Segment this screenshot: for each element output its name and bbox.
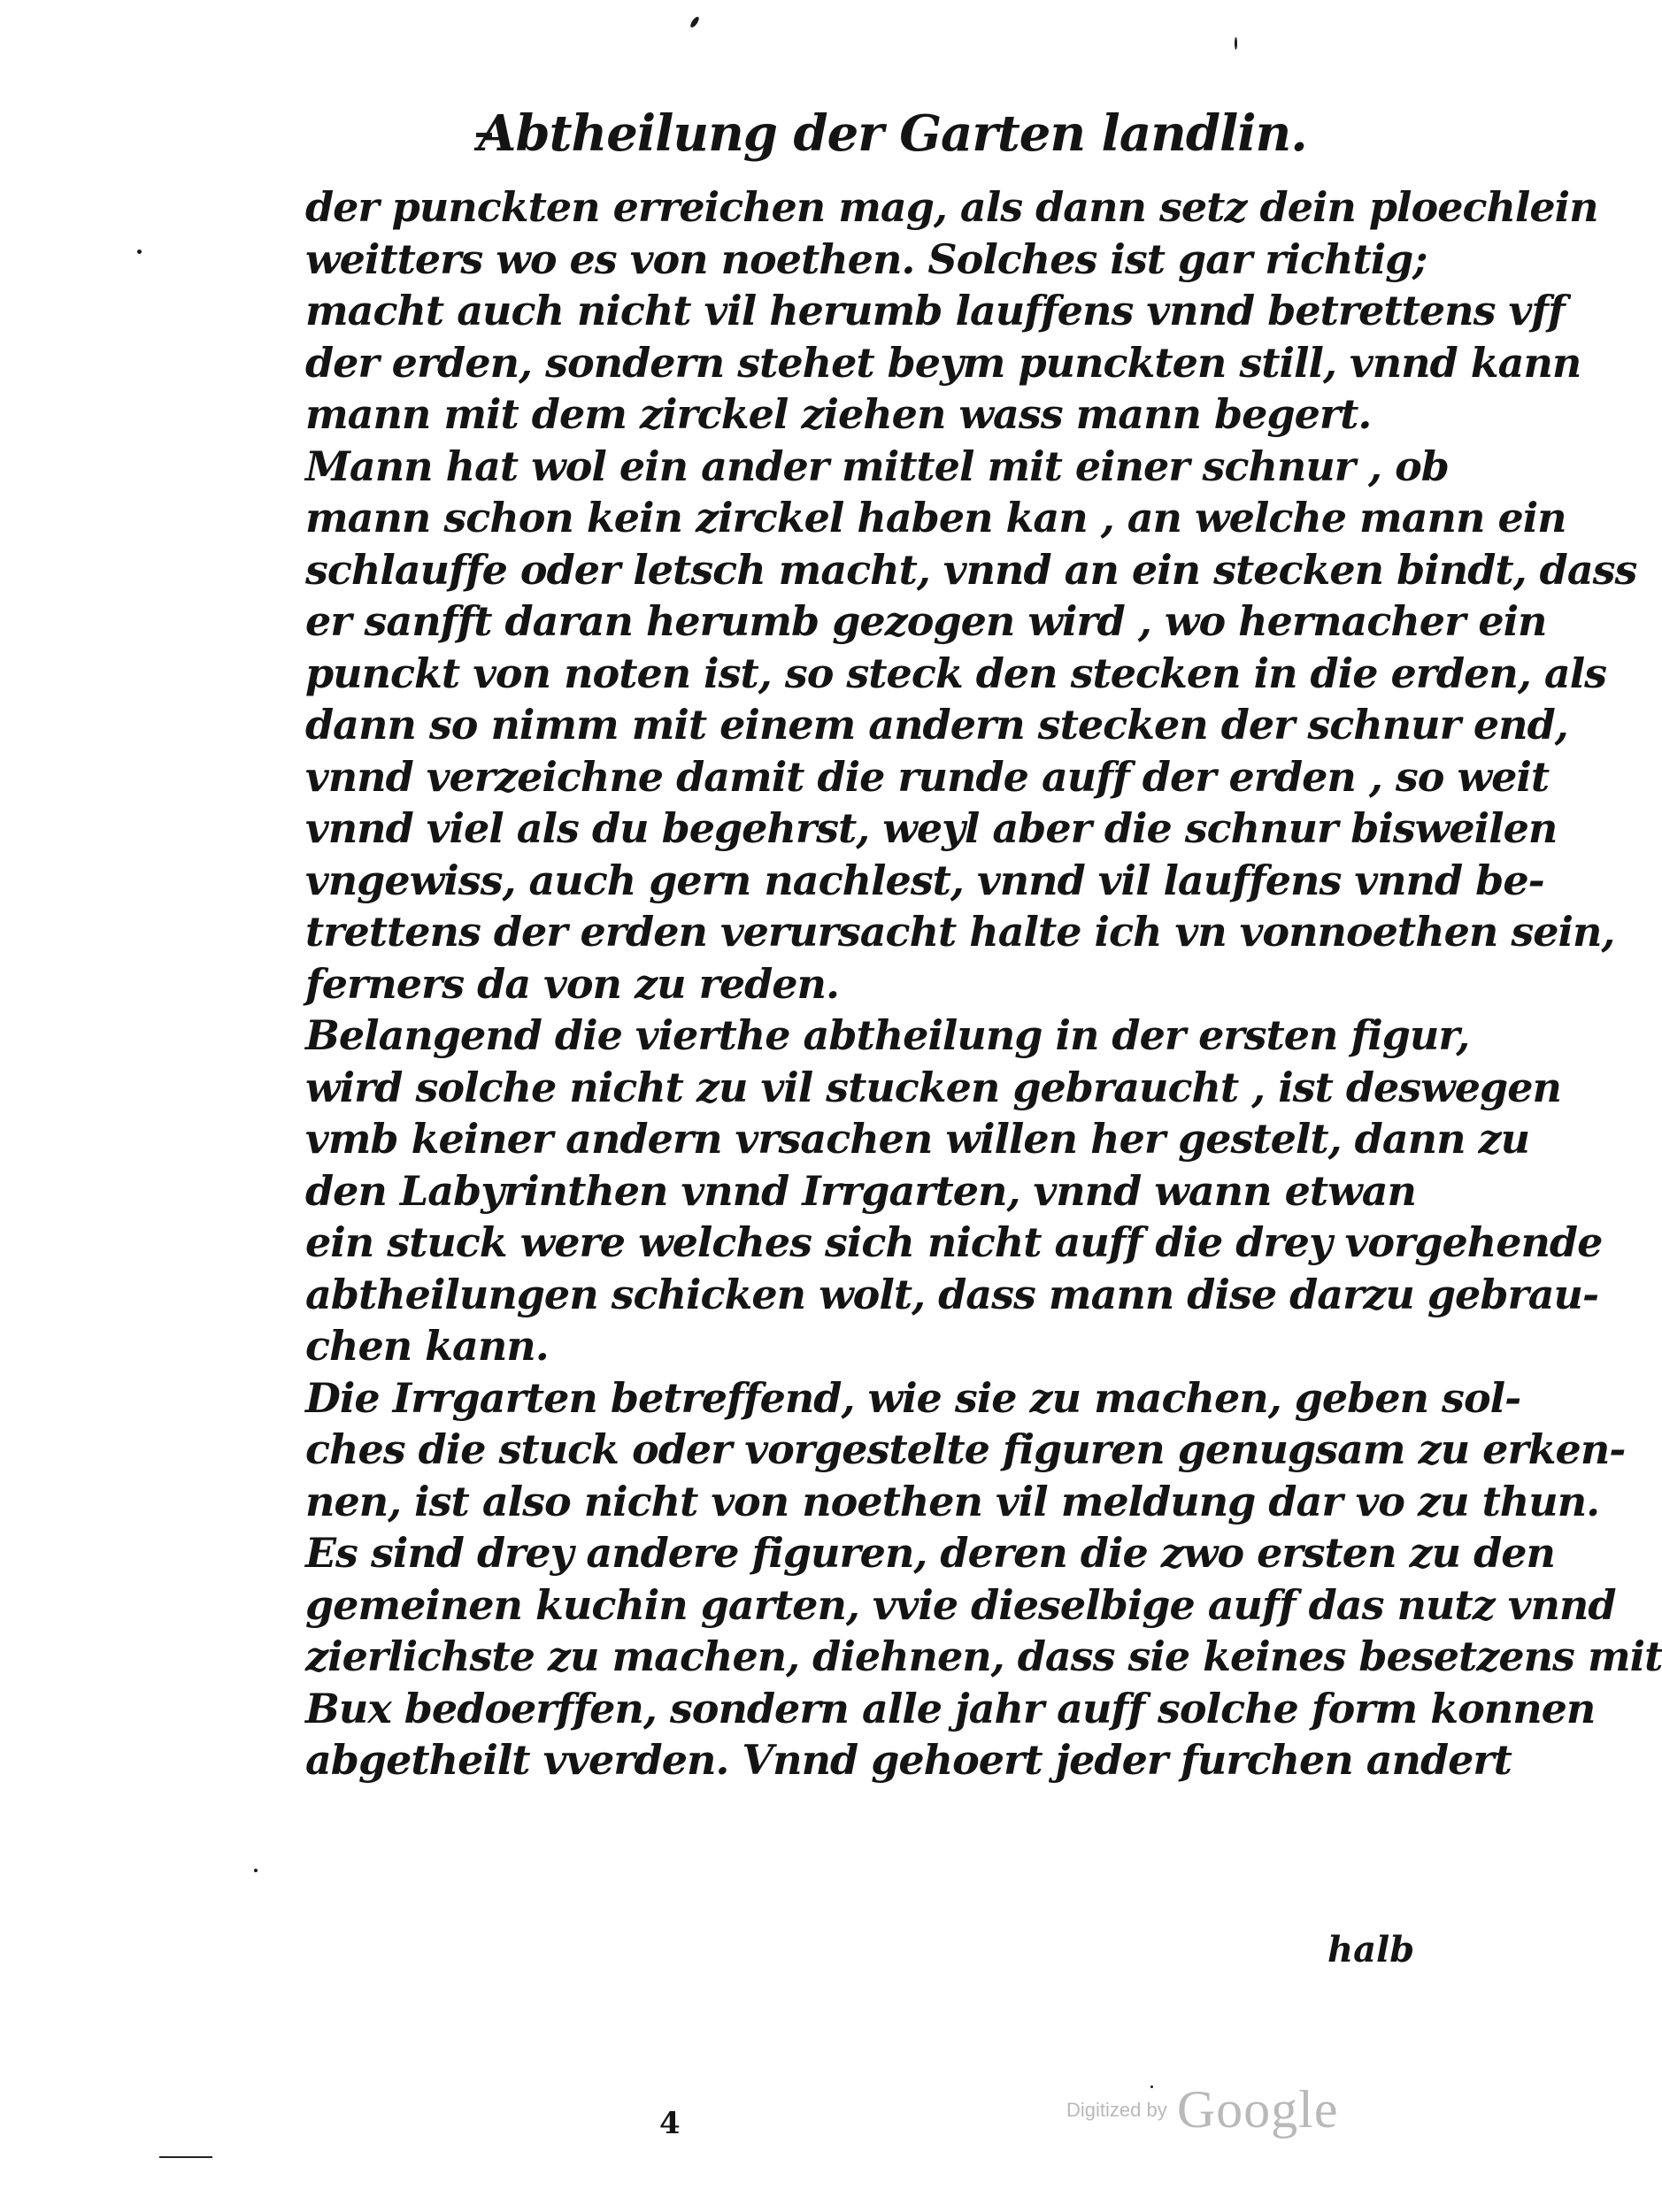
catchword: halb — [1327, 1929, 1415, 1970]
text-line: gemeinen kuchin garten, vvie dieselbige auff das nutz vnnd — [305, 1580, 1616, 1629]
text-line: trettens der erden verursacht halte ich vn vonnoethen sein, — [305, 908, 1615, 956]
text-line: wird solche nicht zu vil stucken gebraucht , ist deswegen — [305, 1063, 1561, 1111]
text-line: abtheilungen schicken wolt, dass mann dise darzu gebrau- — [305, 1270, 1599, 1318]
text-line: der erden, sondern stehet beym punckten still, vnnd kann — [305, 338, 1581, 387]
text-line: Bux bedoerffen, sondern alle jahr auff solche form konnen — [305, 1684, 1596, 1732]
text-line: Belangend die vierthe abtheilung in der ersten figur, — [305, 1011, 1470, 1059]
text-line: der punckten erreichen mag, als dann setz dein ploechlein — [305, 183, 1598, 231]
scan-speck — [689, 16, 701, 29]
watermark-prefix: Digitized by — [1066, 2098, 1167, 2121]
footer-rule — [159, 2156, 212, 2158]
text-line: weitters wo es von noethen. Solches ist gar richtig; — [305, 234, 1427, 283]
text-line: mann schon kein zirckel haben kan , an welche mann ein — [305, 494, 1566, 541]
text-line: vnnd viel als du begehrst, weyl aber die schnur bisweilen — [305, 804, 1558, 852]
text-line: abgetheilt vverden. Vnnd gehoert jeder furchen andert — [305, 1736, 1512, 1784]
text-line: dann so nimm mit einem andern stecken der schnur end, — [305, 701, 1568, 749]
watermark-brand: Google — [1176, 2080, 1339, 2139]
text-line: er sanfft daran herumb gezogen wird , wo hernacher ein — [305, 597, 1547, 645]
text-line: nen, ist also nicht von noethen vil meldung dar vo zu thun. — [305, 1477, 1600, 1525]
text-line: Mann hat wol ein ander mittel mit einer schnur , ob — [305, 442, 1449, 490]
text-line: ferners da von zu reden. — [305, 959, 839, 1008]
text-line: mann mit dem zirckel ziehen wass mann begert. — [305, 390, 1372, 438]
text-line: vmb keiner andern vrsachen willen her gestelt, dann zu — [305, 1115, 1530, 1163]
text-line: Es sind drey andere figuren, deren die zwo ersten zu den — [305, 1529, 1555, 1577]
running-header: Abtheilung der Garten landlin. — [478, 104, 1307, 163]
scan-speck — [254, 1869, 258, 1872]
text-line: ches die stuck oder vorgestelte figuren genugsam zu erken- — [305, 1425, 1626, 1473]
scan-speck — [137, 250, 142, 254]
text-line: macht auch nicht vil herumb lauffens vnnd betrettens vff — [305, 287, 1565, 334]
text-line: zierlichste zu machen, diehnen, dass sie keines besetzens mit — [305, 1632, 1662, 1680]
text-line: chen kann. — [305, 1322, 549, 1370]
text-line: schlauffe oder letsch macht, vnnd an ein stecken bindt, dass — [305, 545, 1637, 594]
text-line: punckt von noten ist, so steck den stecken in die erden, als — [305, 649, 1607, 697]
text-line: vnnd verzeichne damit die runde auff der erden , so weit — [305, 752, 1550, 801]
text-line: Die Irrgarten betreffend, wie sie zu machen, geben sol- — [305, 1373, 1521, 1422]
scan-speck — [1150, 2085, 1153, 2088]
text-line: ein stuck were welches sich nicht auff die drey vorgehende — [305, 1218, 1603, 1266]
scan-speck — [1235, 37, 1237, 50]
digitization-watermark — [1066, 2079, 1338, 2140]
text-line: den Labyrinthen vnnd Irrgarten, vnnd wann etwan — [305, 1166, 1416, 1215]
text-line: vngewiss, auch gern nachlest, vnnd vil lauffens vnnd be- — [305, 856, 1544, 904]
page-body — [305, 181, 1662, 1786]
page-mark: 4 — [659, 2106, 681, 2141]
